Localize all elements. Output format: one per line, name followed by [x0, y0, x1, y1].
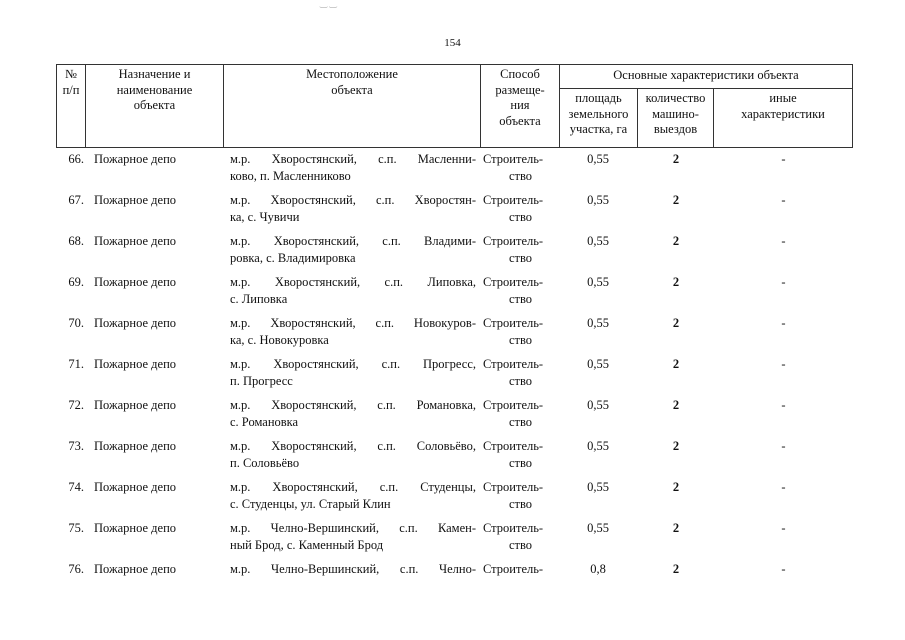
land-area: 0,55: [587, 357, 609, 371]
table-row: [0, 315, 905, 356]
vehicle-exits: 2: [672, 480, 680, 494]
placement-method: [483, 520, 558, 554]
method-line-2: ство: [508, 415, 533, 429]
subheader-line: [559, 88, 853, 89]
placement-method: [483, 274, 558, 308]
object-name: Пожарное депо: [94, 480, 177, 494]
other-characteristics: -: [781, 398, 786, 412]
location-line-1: м.р. Хворостянский, с.п. Хворостян-: [230, 193, 476, 207]
header-right-border: [852, 64, 853, 148]
vehicle-exits: 2: [672, 193, 680, 207]
object-location: [230, 192, 476, 226]
location-line-2: п. Прогресс: [230, 374, 293, 388]
object-name: Пожарное депо: [94, 152, 177, 166]
row-number: 70.: [68, 316, 84, 330]
method-line-1: Строитель-: [483, 439, 544, 453]
header-area: площадь земельного участка, га: [568, 91, 629, 136]
table-row: [0, 479, 905, 520]
location-line-1: м.р. Хворостянский, с.п. Романовка,: [230, 398, 476, 412]
object-name: Пожарное депо: [94, 439, 177, 453]
vehicle-exits: 2: [672, 398, 680, 412]
location-line-1: м.р. Хворостянский, с.п. Студенцы,: [230, 480, 476, 494]
vehicle-exits: 2: [672, 439, 680, 453]
method-line-1: Строитель-: [483, 521, 544, 535]
row-number: 66.: [68, 152, 84, 166]
header-characteristics: Основные характеристики объекта: [613, 68, 799, 82]
row-number: 72.: [68, 398, 84, 412]
location-line-2: ровка, с. Владимировка: [230, 251, 356, 265]
method-line-2: ство: [508, 210, 533, 224]
method-line-1: Строитель-: [483, 234, 544, 248]
object-name: Пожарное депо: [94, 521, 177, 535]
placement-method: [483, 151, 558, 185]
placement-method: [483, 356, 558, 390]
location-line-2: ный Брод, с. Каменный Брод: [230, 538, 384, 552]
location-line-1: м.р. Хворостянский, с.п. Масленни-: [230, 152, 476, 166]
method-line-1: Строитель-: [483, 398, 544, 412]
placement-method: [483, 561, 558, 578]
object-location: [230, 356, 476, 390]
object-location: [230, 479, 476, 513]
object-location: [230, 315, 476, 349]
header-name: Назначение и наименование объекта: [116, 67, 193, 112]
row-number: 69.: [68, 275, 84, 289]
land-area: 0,8: [590, 562, 606, 576]
method-line-2: ство: [508, 169, 533, 183]
land-area: 0,55: [587, 152, 609, 166]
land-area: 0,55: [587, 521, 609, 535]
placement-method: [483, 438, 558, 472]
other-characteristics: -: [781, 521, 786, 535]
other-characteristics: -: [781, 234, 786, 248]
object-location: [230, 561, 476, 578]
placement-method: [483, 233, 558, 267]
object-name: Пожарное депо: [94, 275, 177, 289]
row-number: 76.: [68, 562, 84, 576]
location-line-2: ка, с. Новокуровка: [230, 333, 329, 347]
method-line-2: ство: [508, 497, 533, 511]
location-line-1: м.р. Челно-Вершинский, с.п. Челно-: [230, 562, 476, 576]
method-line-1: Строитель-: [483, 152, 544, 166]
other-characteristics: -: [781, 357, 786, 371]
method-line-2: ство: [508, 456, 533, 470]
method-line-2: ство: [508, 251, 533, 265]
object-location: [230, 274, 476, 308]
object-name: Пожарное депо: [94, 357, 177, 371]
location-line-2: с. Липовка: [230, 292, 288, 306]
header-other: иные характеристики: [741, 91, 825, 121]
other-characteristics: -: [781, 193, 786, 207]
location-line-1: м.р. Челно-Вершинский, с.п. Камен-: [230, 521, 476, 535]
object-location: [230, 397, 476, 431]
vehicle-exits: 2: [672, 152, 680, 166]
placement-method: [483, 315, 558, 349]
land-area: 0,55: [587, 439, 609, 453]
vehicle-exits: 2: [672, 234, 680, 248]
table-row: [0, 192, 905, 233]
table-row: [0, 356, 905, 397]
row-number: 74.: [68, 480, 84, 494]
method-line-2: ство: [508, 374, 533, 388]
header-top-border: [56, 64, 853, 65]
location-line-2: п. Соловьёво: [230, 456, 300, 470]
table-row: [0, 151, 905, 192]
object-location: [230, 438, 476, 472]
land-area: 0,55: [587, 480, 609, 494]
other-characteristics: -: [781, 275, 786, 289]
header-location: Местоположение объекта: [306, 67, 398, 97]
land-area: 0,55: [587, 398, 609, 412]
row-number: 71.: [68, 357, 84, 371]
object-name: Пожарное депо: [94, 398, 177, 412]
placement-method: [483, 192, 558, 226]
method-line-1: Строитель-: [483, 316, 544, 330]
other-characteristics: -: [781, 480, 786, 494]
vehicle-exits: 2: [672, 562, 680, 576]
land-area: 0,55: [587, 193, 609, 207]
table-row: [0, 520, 905, 561]
table-row: [0, 274, 905, 315]
location-line-2: с. Романовка: [230, 415, 299, 429]
location-line-1: м.р. Хворостянский, с.п. Новокуров-: [230, 316, 476, 330]
method-line-1: Строитель-: [483, 562, 544, 576]
table-row: [0, 561, 905, 602]
method-line-1: Строитель-: [483, 193, 544, 207]
table-header: [56, 64, 853, 148]
land-area: 0,55: [587, 234, 609, 248]
scan-speck-top: ‿ ‿: [320, 0, 337, 8]
object-location: [230, 151, 476, 185]
other-characteristics: -: [781, 562, 786, 576]
vehicle-exits: 2: [672, 275, 680, 289]
row-number: 73.: [68, 439, 84, 453]
object-name: Пожарное депо: [94, 193, 177, 207]
method-line-1: Строитель-: [483, 357, 544, 371]
header-method: Способ размеще- ния объекта: [495, 67, 545, 128]
other-characteristics: -: [781, 316, 786, 330]
row-number: 67.: [68, 193, 84, 207]
row-number: 75.: [68, 521, 84, 535]
method-line-2: ство: [508, 538, 533, 552]
location-line-2: ково, п. Масленниково: [230, 169, 351, 183]
row-number: 68.: [68, 234, 84, 248]
object-name: Пожарное депо: [94, 562, 177, 576]
object-name: Пожарное депо: [94, 316, 177, 330]
location-line-2: с. Студенцы, ул. Старый Клин: [230, 497, 391, 511]
object-name: Пожарное депо: [94, 234, 177, 248]
header-exits: количество машино- выездов: [645, 91, 706, 136]
vehicle-exits: 2: [672, 521, 680, 535]
page-number: 154: [444, 37, 461, 49]
placement-method: [483, 397, 558, 431]
object-location: [230, 233, 476, 267]
method-line-1: Строитель-: [483, 480, 544, 494]
other-characteristics: -: [781, 439, 786, 453]
table-row: [0, 438, 905, 479]
location-line-1: м.р. Хворостянский, с.п. Соловьёво,: [230, 439, 476, 453]
header-num: № п/п: [62, 67, 80, 97]
method-line-2: ство: [508, 292, 533, 306]
header-bottom-border: [56, 147, 853, 148]
other-characteristics: -: [781, 152, 786, 166]
method-line-1: Строитель-: [483, 275, 544, 289]
table-row: [0, 397, 905, 438]
placement-method: [483, 479, 558, 513]
land-area: 0,55: [587, 275, 609, 289]
location-line-2: ка, с. Чувичи: [230, 210, 300, 224]
location-line-1: м.р. Хворостянский, с.п. Владими-: [230, 234, 476, 248]
location-line-1: м.р. Хворостянский, с.п. Прогресс,: [230, 357, 476, 371]
land-area: 0,55: [587, 316, 609, 330]
vehicle-exits: 2: [672, 316, 680, 330]
vehicle-exits: 2: [672, 357, 680, 371]
object-location: [230, 520, 476, 554]
method-line-2: ство: [508, 333, 533, 347]
table-row: [0, 233, 905, 274]
location-line-1: м.р. Хворостянский, с.п. Липовка,: [230, 275, 476, 289]
